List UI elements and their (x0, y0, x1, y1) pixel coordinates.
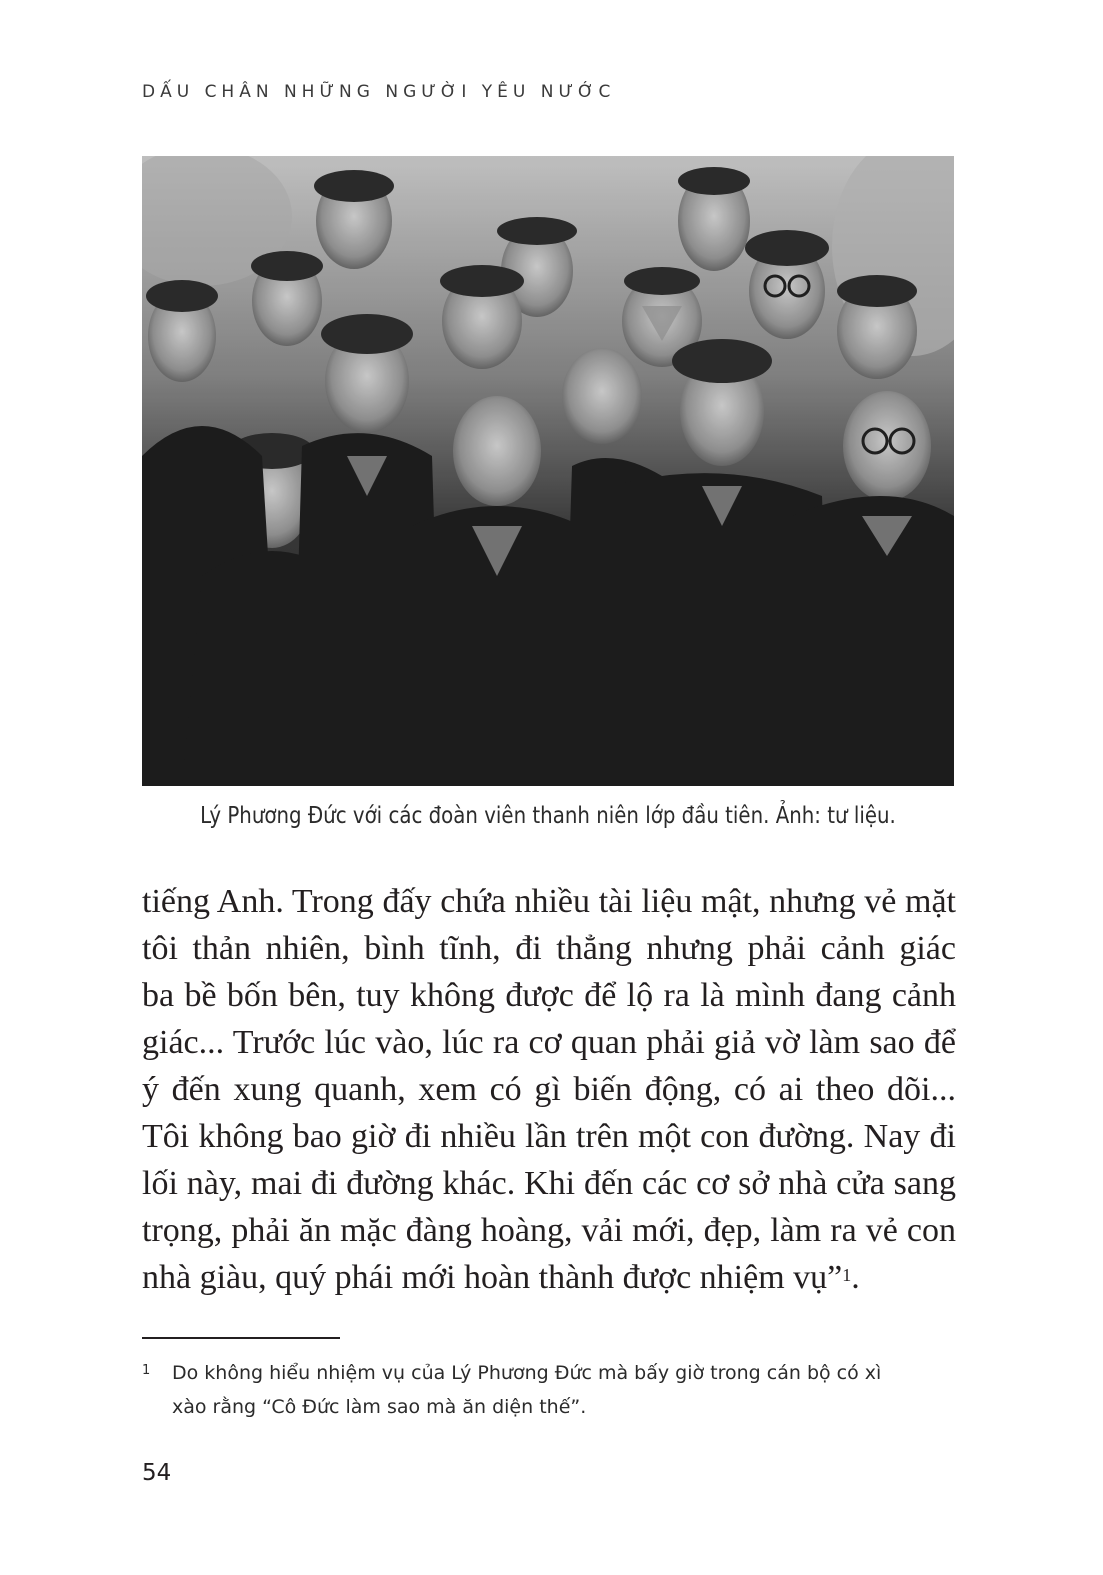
body-line: Tôi không bao giờ đi nhiều lần trên một con đường. Nay đi (142, 1118, 956, 1155)
group-photo (142, 156, 954, 786)
body-line: tôi thản nhiên, bình tĩnh, đi thẳng nhưng phải cảnh giác (142, 930, 956, 967)
body-line: tiếng Anh. Trong đấy chứa nhiều tài liệu mật, nhưng vẻ mặt (142, 883, 956, 920)
footnote-reference[interactable]: 1 (842, 1265, 852, 1285)
footnote-line: xào rằng “Cô Đức làm sao mà ăn diện thế”. (172, 1396, 587, 1418)
running-header: DẤU CHÂN NHỮNG NGƯỜI YÊU NƯỚC (142, 82, 616, 102)
group-photo-illustration (142, 156, 954, 786)
body-line: trọng, phải ăn mặc đàng hoàng, vải mới, đẹp, làm ra vẻ con (142, 1212, 956, 1249)
footnote (142, 1356, 972, 1424)
photo-caption: Lý Phương Đức với các đoàn viên thanh niên lớp đầu tiên. Ảnh: tư liệu. (200, 803, 896, 829)
footnote-line: Do không hiểu nhiệm vụ của Lý Phương Đức mà bấy giờ trong cán bộ có xì (172, 1362, 882, 1384)
body-line: nhà giàu, quý phái mới hoàn thành được nhiệm vụ” (142, 1259, 843, 1296)
page-number: 54 (142, 1460, 172, 1486)
body-line: ý đến xung quanh, xem có gì biến động, có ai theo dõi... (142, 1071, 956, 1108)
body-line: giác... Trước lúc vào, lúc ra cơ quan phải giả vờ làm sao để (142, 1024, 956, 1061)
body-line: lối này, mai đi đường khác. Khi đến các cơ sở nhà cửa sang (142, 1165, 956, 1202)
body-line: ba bề bốn bên, tuy không được để lộ ra là mình đang cảnh (142, 977, 956, 1014)
footnote-marker: 1 (142, 1363, 151, 1378)
body-paragraph (142, 878, 956, 1301)
body-last-line (142, 1254, 956, 1301)
body-end-punct: . (851, 1259, 860, 1296)
footnote-rule (142, 1337, 340, 1339)
